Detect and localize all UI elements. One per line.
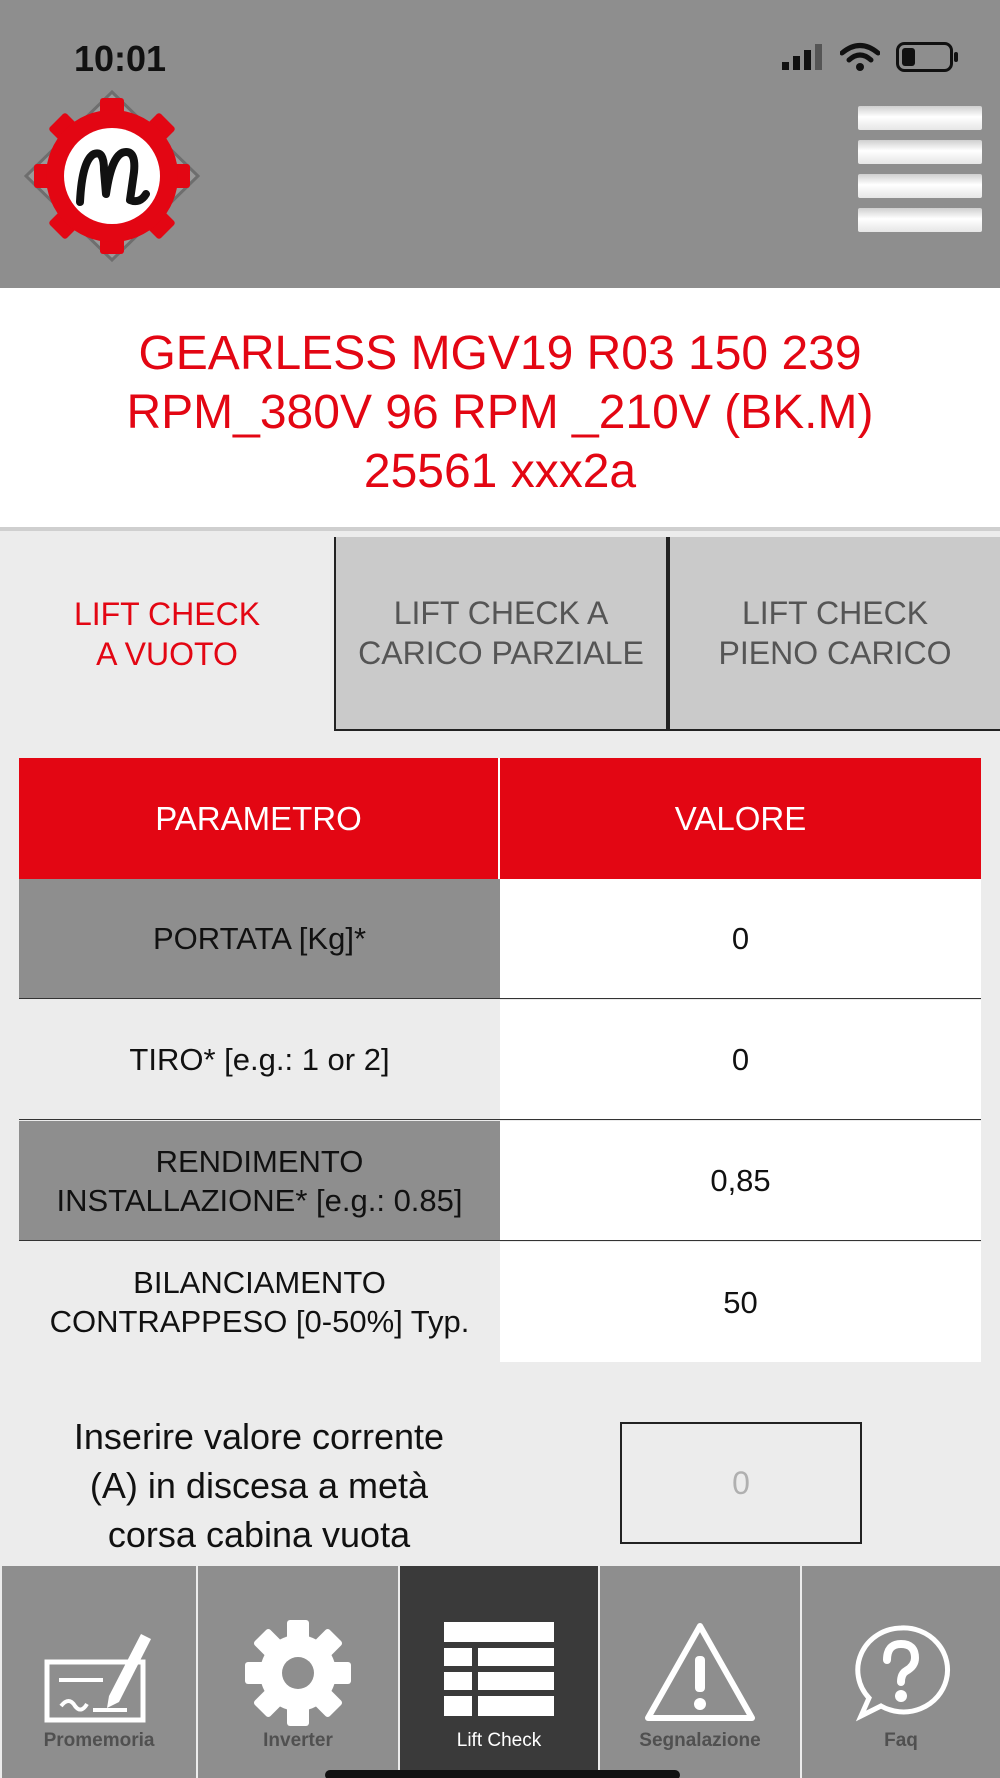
lift-check-tabs: [0, 537, 1000, 731]
param-label: PORTATA [Kg]*: [19, 879, 500, 998]
help-bubble-icon: [851, 1622, 951, 1722]
nav-item-faq[interactable]: [802, 1566, 1000, 1778]
current-value-label: Inserire valore corrente (A) in discesa a metà corsa cabina vuota: [73, 1416, 445, 1555]
nav-item-promemoria[interactable]: [0, 1566, 198, 1778]
motor-title-line-2: RPM_380V 96 RPM _210V (BK.M): [126, 386, 874, 439]
table-row: [19, 1121, 981, 1241]
nav-label: Promemoria: [43, 1730, 155, 1751]
gear-icon: [243, 1618, 353, 1728]
nav-item-inverter[interactable]: [198, 1566, 400, 1778]
warning-icon: [644, 1622, 756, 1722]
table-row: [19, 1000, 981, 1120]
battery-icon: [896, 42, 960, 72]
motor-title-line-1: GEARLESS MGV19 R03 150 239: [138, 327, 862, 380]
motor-title-area: [0, 288, 1000, 531]
wifi-icon: [840, 42, 880, 72]
value-field[interactable]: 0: [500, 879, 981, 998]
param-label: RENDIMENTO INSTALLAZIONE* [e.g.: 0.85]: [19, 1121, 500, 1240]
table-icon: [444, 1622, 554, 1722]
current-value-input[interactable]: 0: [620, 1422, 862, 1544]
param-label: TIRO* [e.g.: 1 or 2]: [19, 1000, 500, 1119]
menu-button[interactable]: [858, 106, 982, 232]
nav-label: Faq: [884, 1730, 918, 1751]
value-field[interactable]: 50: [500, 1242, 981, 1362]
table-row: [19, 1242, 981, 1362]
nav-item-lift-check[interactable]: [400, 1566, 600, 1778]
tab-lift-check-carico-parziale[interactable]: LIFT CHECK A CARICO PARZIALE: [334, 537, 668, 731]
header-parametro: PARAMETRO: [19, 758, 500, 879]
nav-label: Lift Check: [456, 1730, 542, 1751]
nav-label: Segnalazione: [639, 1730, 761, 1751]
value-field[interactable]: 0,85: [500, 1121, 981, 1240]
home-indicator: [325, 1770, 680, 1778]
tab-lift-check-a-vuoto[interactable]: LIFT CHECK A VUOTO: [0, 537, 334, 731]
value-field[interactable]: 0: [500, 1000, 981, 1119]
status-time: 10:01: [74, 38, 167, 79]
header-valore: VALORE: [500, 758, 981, 879]
app-logo: [22, 90, 202, 262]
nav-item-segnalazione[interactable]: [600, 1566, 802, 1778]
motor-title: [40, 324, 960, 501]
status-icons: [782, 42, 960, 72]
bottom-nav: [0, 1566, 1000, 1778]
param-label: BILANCIAMENTO CONTRAPPESO [0-50%] Typ.: [19, 1242, 500, 1362]
table-row: [19, 879, 981, 999]
motor-title-line-3: 25561 xxx2a: [363, 445, 637, 498]
app-header: [0, 0, 1000, 288]
cellular-signal-icon: [782, 44, 824, 70]
nav-label: Inverter: [263, 1730, 333, 1751]
note-sign-icon: [43, 1626, 155, 1724]
tab-lift-check-pieno-carico[interactable]: LIFT CHECK PIENO CARICO: [668, 537, 1000, 731]
table-header-row: [19, 758, 981, 879]
